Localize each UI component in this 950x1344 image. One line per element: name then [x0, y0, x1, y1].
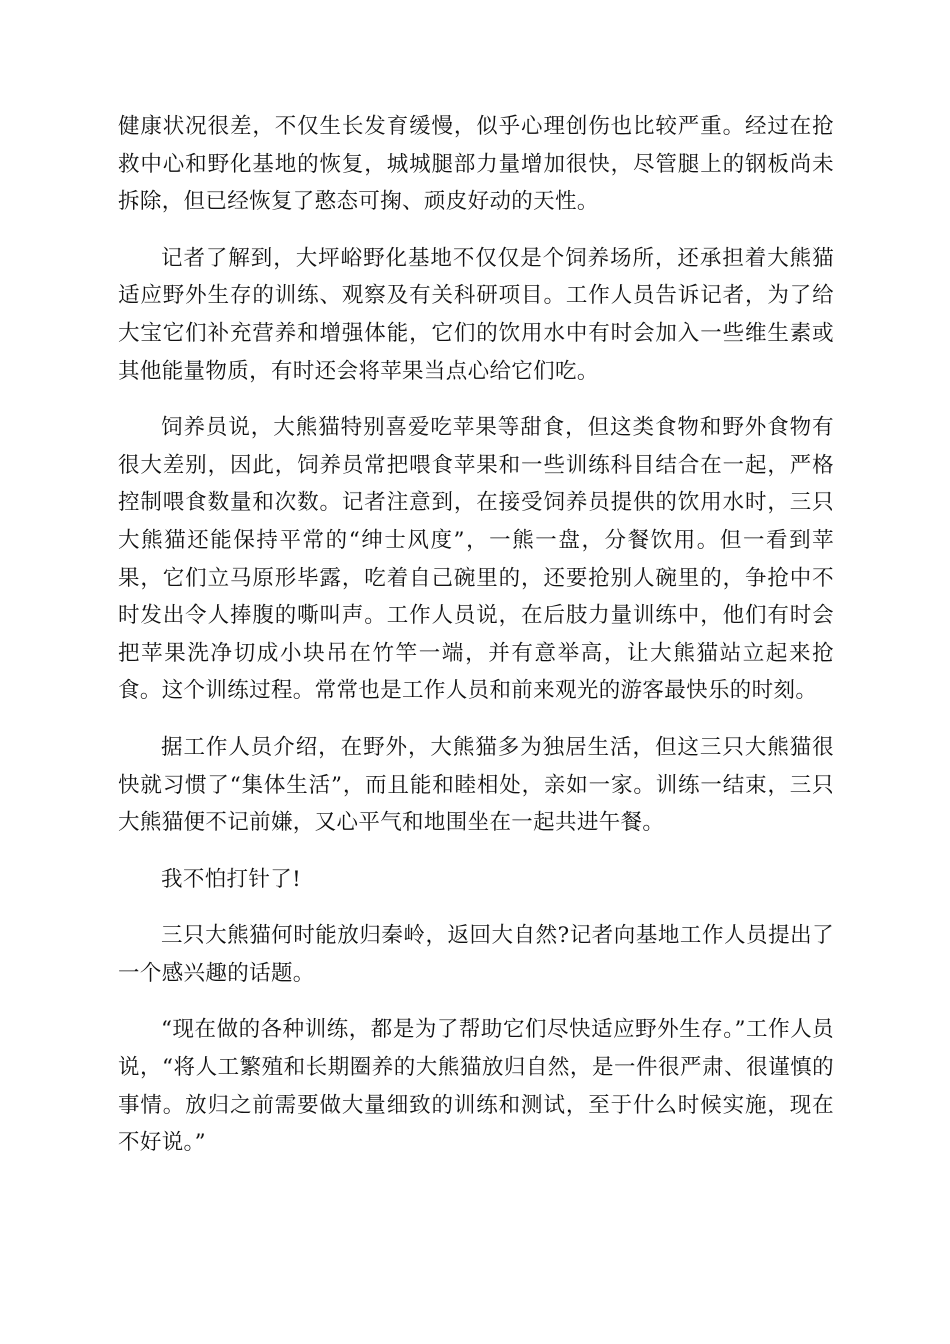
document-page: [118, 108, 834, 1181]
paragraph-6: 三只大熊猫何时能放归秦岭，返回大自然?记者向基地工作人员提出了一个感兴趣的话题。: [118, 923, 834, 986]
paragraph-4: 据工作人员介绍，在野外，大熊猫多为独居生活，但这三只大熊猫很快就习惯了“集体生活”，而且能和睦相处，亲如一家。训练一结束，三只大熊猫便不记前嫌，又心平气和地围坐在一起共进午餐。: [118, 734, 834, 836]
paragraph-3: 饲养员说，大熊猫特别喜爱吃苹果等甜食，但这类食物和野外食物有很大差别，因此，饲养员常把喂食苹果和一些训练科目结合在一起，严格控制喂食数量和次数。记者注意到，在接受饲养员提供的饮用水时，三只大熊猫还能保持平常的“绅士风度”，一熊一盘，分餐饮用。但一看到苹果，它们立马原形毕露，吃着自己碗里的，还要抢别人碗里的，争抢中不时发出令人捧腹的嘶叫声。工作人员说，在后肢力量训练中，他们有时会把苹果洗净切成小块吊在竹竿一端，并有意举高，让大熊猫站立起来抢食。这个训练过程。常常也是工作人员和前来观光的游客最快乐的时刻。: [118, 415, 834, 704]
paragraph-7: “现在做的各种训练，都是为了帮助它们尽快适应野外生存。”工作人员说，“将人工繁殖和长期圈养的大熊猫放归自然，是一件很严肃、很谨慎的事情。放归之前需要做大量细致的训练和测试，至于什么时候实施，现在不好说。”: [118, 1017, 834, 1156]
paragraph-2: 记者了解到，大坪峪野化基地不仅仅是个饲养场所，还承担着大熊猫适应野外生存的训练、观察及有关科研项目。工作人员告诉记者，为了给大宝它们补充营养和增强体能，它们的饮用水中有时会加入一些维生素或其他能量物质，有时还会将苹果当点心给它们吃。: [118, 245, 834, 384]
paragraph-5-subheading: 我不怕打针了!: [161, 866, 302, 892]
paragraph-1: 健康状况很差，不仅生长发育缓慢，似乎心理创伤也比较严重。经过在抢救中心和野化基地的恢复，城城腿部力量增加很快，尽管腿上的钢板尚未拆除，但已经恢复了憨态可掬、顽皮好动的天性。: [118, 114, 834, 215]
